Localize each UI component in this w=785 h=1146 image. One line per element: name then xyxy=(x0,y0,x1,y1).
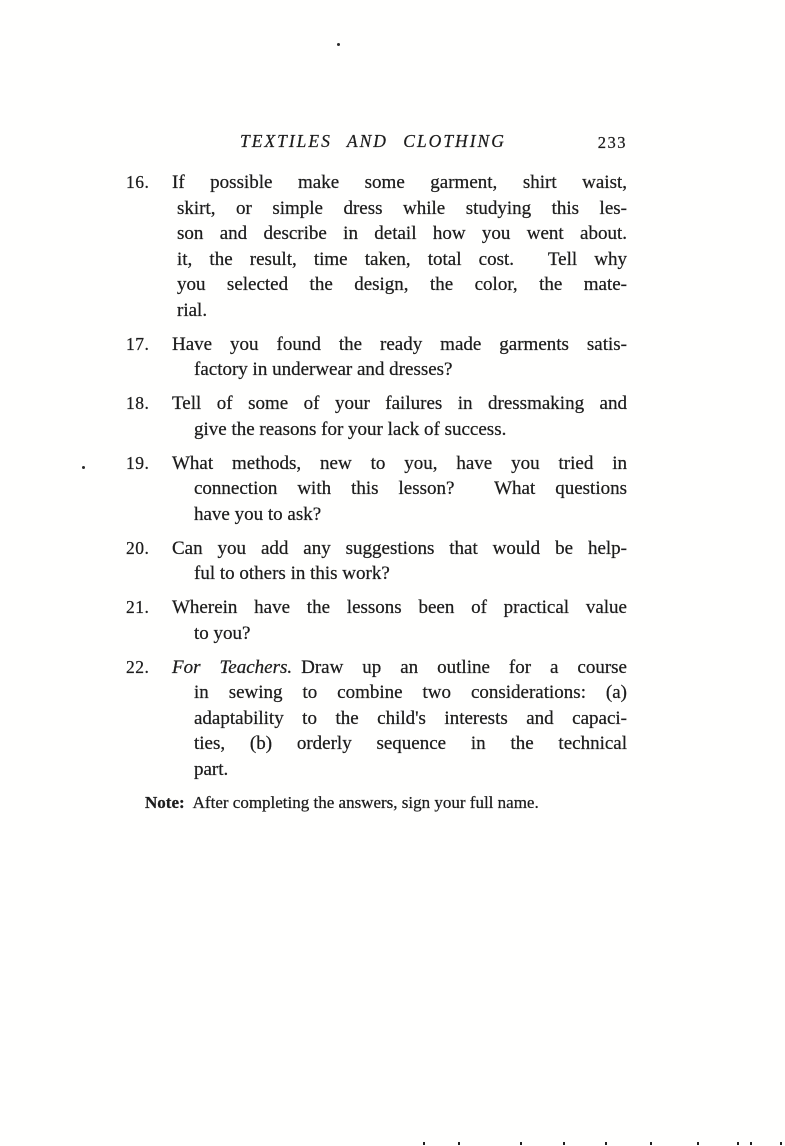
scan-artifact-dot xyxy=(337,43,340,46)
question-line: Wherein have the lessons been of practical value xyxy=(172,597,627,618)
scan-edge-tick xyxy=(780,1142,782,1145)
question-number: 22. xyxy=(126,656,150,677)
question-line: ful to others in this work? xyxy=(194,563,390,584)
question-line: What methods, new to you, have you tried in xyxy=(172,452,627,474)
question-item xyxy=(126,595,627,646)
question-text xyxy=(172,332,627,383)
question-line: adaptability to the child's interests and capaci- xyxy=(194,707,627,729)
question-line: Can you add any suggestions that would be help- xyxy=(172,537,627,559)
scan-edge-tick xyxy=(697,1142,699,1145)
question-line: give the reasons for your lack of success. xyxy=(194,418,507,440)
italic-lead: For Teachers. xyxy=(172,656,293,678)
question-items xyxy=(126,170,627,782)
question-number: 20. xyxy=(126,537,150,558)
question-line: skirt, or simple dress while studying this les- xyxy=(177,197,627,219)
question-number: 17. xyxy=(126,333,150,354)
question-line: in sewing to combine two considerations: (a) xyxy=(194,682,627,703)
question-text xyxy=(172,170,627,323)
question-line: it, the result, time taken, total cost. Tell why xyxy=(177,248,627,270)
note-text: After completing the answers, sign your full name. xyxy=(192,792,539,812)
question-line: have you to ask? xyxy=(194,503,322,525)
question-line: rial. xyxy=(177,299,208,321)
question-item xyxy=(126,391,627,442)
question-line: Draw up an outline for a course xyxy=(301,656,627,678)
question-first-line xyxy=(172,655,627,681)
question-text xyxy=(172,536,627,587)
scan-edge-tick xyxy=(605,1142,607,1145)
question-item xyxy=(126,332,627,383)
question-line: part. xyxy=(194,758,229,780)
scan-artifact-dot xyxy=(82,466,85,469)
scan-edge-tick xyxy=(750,1142,752,1145)
note-line xyxy=(145,791,627,815)
scan-edge-tick xyxy=(520,1142,522,1145)
question-number: 16. xyxy=(126,172,150,192)
scan-edge-tick xyxy=(650,1142,652,1145)
question-number: 18. xyxy=(126,393,150,413)
question-line: son and describe in detail how you went about. xyxy=(177,223,627,244)
page-number: 233 xyxy=(597,133,627,152)
question-text xyxy=(172,451,627,528)
question-number: 19. xyxy=(126,452,150,473)
scan-edge-tick xyxy=(563,1142,565,1145)
question-line: Tell of some of your failures in dressmaking and xyxy=(172,393,627,414)
scan-edge-tick xyxy=(458,1142,460,1145)
scan-edge-tick xyxy=(737,1142,739,1145)
note-label: Note: xyxy=(145,792,185,812)
page-header xyxy=(172,131,627,155)
question-number: 21. xyxy=(126,597,150,617)
question-text xyxy=(172,655,627,783)
question-line: Have you found the ready made garments satis- xyxy=(172,333,627,355)
question-item xyxy=(126,536,627,587)
question-line: If possible make some garment, shirt waist, xyxy=(172,172,627,193)
question-list xyxy=(126,170,627,815)
scan-edge-tick xyxy=(423,1142,425,1145)
question-line: ties, (b) orderly sequence in the technical xyxy=(194,733,627,754)
running-title: TEXTILES AND CLOTHING xyxy=(240,131,506,151)
question-item xyxy=(126,451,627,528)
question-item xyxy=(126,655,627,783)
question-item xyxy=(126,170,627,323)
question-line: factory in underwear and dresses? xyxy=(194,359,453,380)
question-text xyxy=(172,595,627,646)
question-line: to you? xyxy=(194,622,251,644)
question-text xyxy=(172,391,627,442)
question-line: you selected the design, the color, the mate- xyxy=(177,274,627,295)
question-line: connection with this lesson? What questions xyxy=(194,478,627,499)
